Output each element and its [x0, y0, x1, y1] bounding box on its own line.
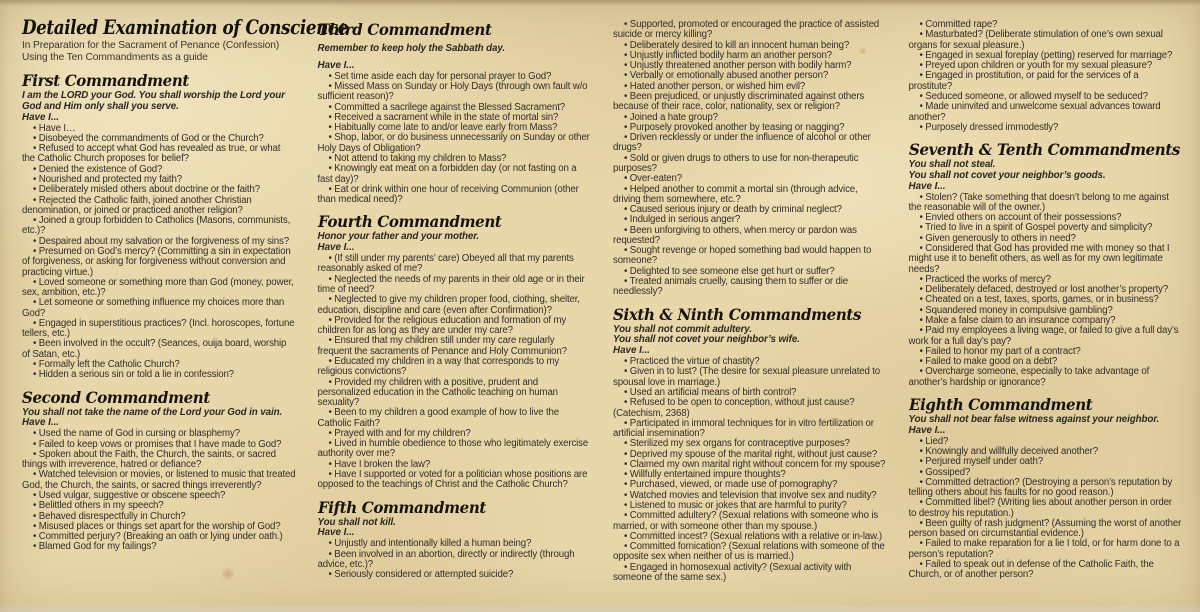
examination-item: • Committed libel? (Writing lies about another person in order to destroy his reputation.)	[908, 497, 1172, 519]
bullet-icon: •	[624, 479, 628, 491]
bullet-icon: •	[624, 265, 628, 277]
bullet-icon: •	[328, 376, 332, 388]
examination-item: • Joined a group forbidden to Catholics (Masons, communists, etc.)?	[22, 215, 291, 237]
examination-item: • Tried to live in a spirit of Gospel poverty and simplicity?	[919, 222, 1153, 234]
examination-item: • Supported, promoted or encouraged the practice of assisted suicide or mercy killing?	[613, 19, 880, 41]
bullet-icon: •	[33, 438, 37, 450]
bullet-icon: •	[624, 245, 628, 257]
examination-item: • Overcharge someone, especially to take advantage of another’s hardship or ignorance?	[908, 366, 1150, 388]
examination-item: • Unjustly inflicted bodily harm an another person?	[624, 49, 832, 61]
examination-item: • Formally left the Catholic Church?	[33, 359, 180, 371]
bullet-icon: •	[919, 366, 923, 378]
bullet-icon: •	[33, 143, 37, 155]
bullet-icon: •	[624, 438, 628, 450]
bullet-icon: •	[328, 335, 332, 347]
have-i-label: Have I...	[317, 59, 355, 71]
bullet-icon: •	[33, 194, 37, 206]
examination-item: • Used vulgar, suggestive or obscene speech?	[33, 490, 226, 502]
examination-item: • Disobeyed the commandments of God or the Church?	[33, 132, 264, 144]
bullet-icon: •	[919, 538, 923, 550]
bullet-icon: •	[624, 356, 628, 368]
bullet-icon: •	[919, 284, 923, 296]
bullet-icon: •	[919, 466, 923, 478]
bullet-icon: •	[919, 325, 923, 337]
bullet-icon: •	[624, 530, 628, 542]
bullet-icon: •	[33, 510, 37, 522]
bullet-icon: •	[624, 541, 628, 553]
examination-item: • Neglected the needs of my parents in their old age or in their time of need?	[317, 273, 585, 295]
examination-item: • Watched movies and television that involve sex and nudity?	[624, 489, 877, 501]
bullet-icon: •	[919, 19, 923, 30]
bullet-icon: •	[919, 49, 923, 61]
examination-item: • Verbally or emotionally abused another person?	[624, 70, 829, 82]
examination-item: • Refused to accept what God has revealed as true, or what the Catholic Church proposes for belief?	[22, 143, 281, 165]
have-i-label: Have I...	[613, 345, 651, 357]
bullet-icon: •	[919, 445, 923, 457]
bullet-icon: •	[624, 132, 628, 144]
bullet-icon: •	[919, 29, 923, 41]
page-subtitle-line-1: In Preparation for the Sacrament of Penance (Confession)	[22, 40, 280, 51]
examination-item: • Sterilized my sex organs for contraceptive purposes?	[624, 438, 850, 450]
bullet-icon: •	[33, 490, 37, 502]
bullet-icon: •	[919, 456, 923, 468]
examination-item: • Despaired about my salvation or the forgiveness of my sins?	[33, 235, 289, 247]
examination-item: • Willfully entertained impure thoughts?	[624, 469, 786, 481]
bullet-icon: •	[33, 297, 37, 309]
examination-item: • Belittled others in my speech?	[33, 500, 164, 512]
examination-item: • Spoken about the Faith, the Church, the saints, or sacred things with irreverence, hatred or defiance?	[22, 448, 276, 471]
examination-item: • Delighted to see someone else get hurt or suffer?	[624, 265, 835, 277]
examination-item: • Watched television or movies, or listened to music that treated God, the Church, the saints, or sacred things irreverently?	[22, 469, 296, 491]
examination-item: • Lived in humble obedience to those who legitimately exercise authority over me?	[317, 438, 589, 460]
examination-item: • Considered that God has provided me with money so that I might use it to benefit others, as well as for my own legitimate needs?	[908, 243, 1170, 275]
examination-item: • Over-eaten?	[624, 173, 682, 185]
section-heading: Fifth Commandment	[317, 497, 486, 517]
examination-item: • Failed to make good on a debt?	[919, 356, 1058, 368]
examination-item: • Committed a sacrilege against the Blessed Sacrament?	[328, 101, 566, 113]
bullet-icon: •	[624, 561, 628, 573]
section-heading: Fourth Commandment	[317, 212, 501, 232]
examination-item: • Nourished and protected my faith?	[33, 173, 182, 185]
examination-item: • Given in to lust? (The desire for sexual pleasure unrelated to spousal love in marriage.)	[613, 366, 881, 388]
have-i-label: Have I...	[317, 527, 355, 539]
examination-item: • Committed perjury? (Breaking an oath or lying under oath.)	[33, 531, 283, 543]
examination-item: • Provided for the religious education and formation of my children for as long as they are under my care?	[317, 314, 567, 337]
commandment-epigraph: You shall not take the name of the Lord your God in vain.	[22, 406, 283, 418]
bullet-icon: •	[624, 173, 628, 185]
bullet-icon: •	[328, 469, 332, 481]
section-seventh-tenth-commandments	[909, 140, 1183, 388]
bullet-icon: •	[328, 569, 332, 581]
examination-item: • Perjured myself under oath?	[919, 456, 1043, 468]
bullet-icon: •	[328, 152, 332, 164]
bullet-icon: •	[33, 245, 37, 257]
examination-item: • Failed to keep vows or promises that I have made to God?	[33, 438, 282, 450]
commandment-epigraph: Honor your father and your mother.	[317, 231, 480, 243]
examination-item: • Missed Mass on Sunday or Holy Days (through own fault w/o sufficient reason)?	[317, 81, 588, 103]
examination-item: • Have I supported or voted for a politician whose positions are opposed to the teachings of Christ and the Catholic Church?	[317, 469, 588, 491]
examination-item: • Unjustly and intentionally killed a human being?	[328, 538, 532, 550]
examination-item: • Have I…	[33, 122, 76, 134]
bullet-icon: •	[328, 253, 332, 265]
bullet-icon: •	[33, 428, 37, 440]
examination-item: • Failed to make reparation for a lie I told, or for harm done to a person’s reputation?	[908, 538, 1180, 560]
examination-item: • Failed to honor my part of a contract?	[919, 345, 1081, 357]
bullet-icon: •	[919, 101, 923, 113]
bullet-icon: •	[33, 173, 37, 185]
section-fifth-commandment	[318, 498, 592, 581]
examination-item: • Been unforgiving to others, when mercy or pardon was requested?	[613, 224, 857, 246]
examination-item: • Masturbated? (Deliberate stimulation of one’s own sexual organs for sexual pleasure.)	[908, 29, 1163, 51]
bullet-icon: •	[33, 184, 37, 196]
bullet-icon: •	[624, 121, 628, 133]
bullet-icon: •	[328, 132, 332, 144]
examination-item: • Sold or given drugs to others to use for non-therapeutic purposes?	[613, 152, 859, 174]
examination-item: • Preyed upon children or youth for my sexual pleasure?	[919, 60, 1153, 72]
bullet-icon: •	[919, 212, 923, 224]
examination-item: • Not attend to taking my children to Mass?	[328, 152, 507, 164]
section-heading: First Commandment	[22, 71, 189, 91]
examination-item: • Refused to be open to conception, without just cause? (Catechism, 2368)	[613, 397, 855, 419]
bullet-icon: •	[33, 469, 37, 481]
examination-item: • Misused places or things set apart for the worship of God?	[33, 520, 281, 532]
bullet-icon: •	[919, 70, 923, 82]
examination-item: • Committed rape?	[919, 19, 998, 30]
section-heading: Eighth Commandment	[908, 394, 1092, 414]
examination-item: • Denied the existence of God?	[33, 163, 163, 175]
column-3	[613, 13, 887, 612]
bullet-icon: •	[33, 276, 37, 288]
examination-item: • Shop, labor, or do business unnecessarily on Sunday or other Holy Days of Obligation?	[317, 132, 590, 154]
bullet-icon: •	[328, 122, 332, 134]
examination-item: • Set time aside each day for personal prayer to God?	[328, 70, 552, 82]
bullet-icon: •	[328, 427, 332, 439]
bullet-icon: •	[328, 548, 332, 560]
bullet-icon: •	[33, 163, 37, 175]
examination-item: • Used the name of God in cursing or blasphemy?	[33, 428, 240, 440]
bullet-icon: •	[919, 517, 923, 529]
examination-item: • Make a false claim to an insurance company?	[919, 314, 1116, 326]
bullet-icon: •	[919, 60, 923, 72]
bullet-icon: •	[328, 70, 332, 82]
column-4	[909, 13, 1183, 612]
examination-item: • Seriously considered or attempted suicide?	[328, 569, 514, 581]
bullet-icon: •	[624, 510, 628, 522]
bullet-icon: •	[624, 183, 628, 195]
examination-item: • Practiced the virtue of chastity?	[624, 356, 760, 368]
bullet-icon: •	[33, 215, 37, 227]
section-sixth-ninth-commandments-continued	[909, 20, 1183, 133]
bullet-icon: •	[624, 500, 628, 512]
examination-item: • Been prejudiced, or unjustly discriminated against others because of their race, color, nationality, sex or religion?	[613, 90, 865, 113]
examination-item: • Stolen? (Take something that doesn’t belong to me against the reasonable will of the owner.)	[908, 191, 1169, 213]
bullet-icon: •	[328, 183, 332, 195]
examination-item: • Have I broken the law?	[328, 458, 431, 470]
bullet-icon: •	[33, 132, 37, 144]
commandment-epigraph: You shall not commit adultery.	[613, 323, 752, 335]
section-fourth-commandment	[318, 212, 592, 490]
examination-item: • Purchased, viewed, or made use of pornography?	[624, 479, 838, 491]
bullet-icon: •	[328, 355, 332, 367]
bullet-icon: •	[33, 541, 37, 553]
have-i-label: Have I...	[22, 111, 60, 123]
examination-item: • Squandered money in compulsive gambling?	[919, 304, 1113, 316]
examination-item: • Ensured that my children still under my care regularly frequent the sacraments of Penance and Holy Communion?	[317, 335, 567, 357]
examination-item: • Been guilty of rash judgment? (Assuming the worst of another person based on circumstantial evidence.)	[908, 517, 1182, 540]
commandment-epigraph: Remember to keep holy the Sabbath day.	[317, 43, 505, 54]
bullet-icon: •	[919, 222, 923, 234]
examination-item: • Participated in immoral techniques for in vitro fertilization or artificial insemination?	[613, 417, 874, 440]
section-sixth-ninth-commandments	[613, 305, 887, 584]
bullet-icon: •	[624, 214, 628, 226]
column-1	[22, 13, 349, 612]
bullet-icon: •	[919, 435, 923, 447]
bullet-icon: •	[328, 101, 332, 113]
examination-item: • Blamed God for my failings?	[33, 541, 157, 553]
examination-item: • Committed fornication? (Sexual relations with someone of the opposite sex when neither of us is married.)	[613, 541, 885, 563]
document-header	[22, 15, 349, 64]
bullet-icon: •	[919, 497, 923, 509]
section-third-commandment	[318, 20, 592, 205]
bullet-icon: •	[919, 304, 923, 316]
bullet-icon: •	[919, 90, 923, 102]
bullet-icon: •	[624, 111, 628, 123]
have-i-label: Have I...	[908, 424, 946, 436]
examination-item: • Sought revenge or hoped something bad would happen to someone?	[613, 245, 872, 267]
examination-item: • Gossiped?	[919, 466, 971, 478]
bullet-icon: •	[33, 520, 37, 532]
bullet-icon: •	[624, 469, 628, 481]
examination-item: • Driven recklessly or under the influence of alcohol or other drugs?	[613, 132, 871, 154]
examination-item: • Deliberately misled others about doctrine or the faith?	[33, 184, 260, 196]
bullet-icon: •	[33, 500, 37, 512]
bullet-icon: •	[624, 448, 628, 460]
examination-item: • Committed adultery? (Sexual relations with someone who is married, or with someone other than my spouse.)	[613, 510, 879, 532]
examination-item: • Envied others on account of their possessions?	[919, 212, 1122, 224]
bullet-icon: •	[624, 417, 628, 429]
examination-item: • Hidden a serious sin or told a lie in confession?	[33, 369, 234, 381]
bullet-icon: •	[919, 232, 923, 244]
bullet-icon: •	[919, 121, 923, 133]
bullet-icon: •	[624, 39, 628, 51]
bullet-icon: •	[33, 338, 37, 350]
column-2	[318, 13, 592, 612]
examination-item: • Practiced the works of mercy?	[919, 273, 1051, 285]
bullet-icon: •	[919, 273, 923, 285]
bullet-icon: •	[328, 458, 332, 470]
examination-item: • Behaved disrespectfully in Church?	[33, 510, 186, 522]
examination-item: • Unjustly threatened another person with bodily harm?	[624, 60, 852, 72]
bullet-icon: •	[624, 276, 628, 288]
examination-item: • Failed to speak out in defense of the Catholic Faith, the Church, or of another person?	[908, 559, 1154, 581]
bullet-icon: •	[919, 314, 923, 326]
examination-item: • Presumed on God’s mercy? (Committing a sin in expectation of forgiveness, or asking for forgiveness without conversion and practicing virtue.)	[22, 245, 291, 278]
have-i-label: Have I...	[22, 417, 60, 429]
bullet-icon: •	[33, 369, 37, 381]
page-title: Detailed Examination of Conscience	[22, 15, 349, 39]
examination-item: • Let someone or something influence my choices more than God?	[22, 297, 285, 319]
section-eighth-commandment	[909, 395, 1183, 581]
bullet-icon: •	[33, 235, 37, 247]
bullet-icon: •	[624, 60, 628, 72]
section-heading: Third Commandment	[317, 20, 492, 39]
examination-item: • Claimed my own marital right without concern for my spouse?	[624, 458, 886, 470]
examination-item: • Educated my children in a way that corresponds to my religious convictions?	[317, 355, 560, 378]
examination-item: • Knowingly and willfully deceived another?	[919, 445, 1098, 457]
examination-item: • Used an artificial means of birth control?	[624, 386, 797, 398]
examination-item: • Been to my children a good example of how to live the Catholic Faith?	[317, 407, 559, 429]
bullet-icon: •	[33, 317, 37, 329]
examination-item: • Prayed with and for my children?	[328, 427, 471, 439]
examination-item: • Caused serious injury or death by criminal neglect?	[624, 204, 842, 216]
examination-item: • Engaged in prostitution, or paid for the services of a prostitute?	[908, 70, 1139, 92]
examination-item: • Eat or drink within one hour of receiving Communion (other than medical need)?	[317, 183, 579, 206]
bullet-icon: •	[919, 345, 923, 357]
bullet-icon: •	[328, 407, 332, 419]
bullet-icon: •	[328, 438, 332, 450]
bullet-icon: •	[624, 70, 628, 82]
have-i-label: Have I...	[317, 242, 355, 254]
bullet-icon: •	[919, 294, 923, 306]
examination-item: • Committed incest? (Sexual relations with a relative or in-law.)	[624, 530, 883, 542]
examination-item: • Deliberately desired to kill an innocent human being?	[624, 39, 850, 51]
examination-item: • Provided my children with a positive, prudent and personalized education in the Catholic teaching on human sexuality?	[317, 376, 558, 409]
examination-item: • Engaged in superstitious practices? (Incl. horoscopes, fortune tellers, etc.)	[22, 317, 295, 340]
examination-item: • Been involved in the occult? (Seances, ouija board, worship of Satan, etc.)	[22, 338, 287, 360]
section-fifth-commandment-continued	[613, 20, 887, 298]
bullet-icon: •	[328, 163, 332, 175]
bullet-icon: •	[33, 531, 37, 543]
bullet-icon: •	[328, 81, 332, 93]
bullet-icon: •	[624, 49, 628, 61]
examination-item: • Paid my employees a living wage, or failed to give a full day’s work for a full day’s pay?	[908, 325, 1179, 347]
commandment-epigraph: You shall not covet your neighbor’s goods.	[908, 169, 1106, 181]
examination-item: • Joined a hate group?	[624, 111, 718, 123]
examination-item: • (If still under my parents’ care) Obeyed all that my parents reasonably asked of me?	[317, 253, 574, 275]
examination-item: • Been involved in an abortion, directly or indirectly (through advice, etc.)?	[317, 548, 575, 570]
bullet-icon: •	[919, 356, 923, 368]
examination-item: • Deprived my spouse of the marital right, without just cause?	[624, 448, 878, 460]
bullet-icon: •	[328, 294, 332, 306]
examination-item: • Deliberately defaced, destroyed or lost another’s property?	[919, 284, 1169, 296]
bullet-icon: •	[328, 538, 332, 550]
commandment-epigraph: You shall not steal.	[908, 159, 996, 171]
examination-item: • Treated animals cruelly, causing them to suffer or die needlessly?	[613, 276, 849, 298]
bullet-icon: •	[328, 273, 332, 285]
bullet-icon: •	[624, 397, 628, 409]
page-subtitle-line-2: Using the Ten Commandments as a guide	[22, 52, 208, 64]
examination-item: • Helped another to commit a mortal sin (through advice, driving them somewhere, etc.?	[613, 183, 858, 205]
bullet-icon: •	[624, 80, 628, 92]
examination-item: • Committed detraction? (Destroying a person’s reputation by telling others about his faults for no good reason.)	[908, 476, 1173, 499]
section-heading: Second Commandment	[22, 387, 210, 407]
bullet-icon: •	[624, 19, 628, 30]
bullet-icon: •	[919, 243, 923, 254]
bullet-icon: •	[624, 386, 628, 398]
bullet-icon: •	[919, 191, 923, 203]
examination-item: • Neglected to give my children proper food, clothing, shelter, education, discipline and care (even after Confirmation)?	[317, 294, 580, 316]
commandment-epigraph: You shall not bear false witness against your neighbor.	[908, 413, 1160, 425]
examination-item: • Purposely provoked another by teasing or nagging?	[624, 121, 845, 133]
examination-item: • Received a sacrament while in the state of mortal sin?	[328, 111, 559, 123]
examination-item: • Cheated on a test, taxes, sports, games, or in business?	[919, 294, 1159, 306]
have-i-label: Have I...	[908, 180, 946, 192]
section-first-commandment	[22, 71, 296, 381]
bullet-icon: •	[328, 111, 332, 123]
examination-item: • Lied?	[919, 435, 949, 447]
bullet-icon: •	[33, 122, 37, 134]
examination-item: • Made uninvited and unwelcome sexual advances toward another?	[908, 101, 1161, 123]
examination-item: • Purposely dressed immodestly?	[919, 121, 1059, 133]
examination-item: • Hated another person, or wished him evil?	[624, 80, 806, 92]
examination-item: • Given generously to others in need?	[919, 232, 1076, 244]
examination-item: • Engaged in homosexual activity? (Sexual activity with someone of the same sex.)	[613, 561, 852, 583]
examination-item: • Habitually come late to and/or leave early from Mass?	[328, 122, 558, 134]
section-second-commandment	[22, 388, 296, 553]
examination-item: • Indulged in serious anger?	[624, 214, 741, 226]
bullet-icon: •	[624, 204, 628, 216]
commandment-epigraph: You shall not covet your neighbor’s wife.	[613, 334, 800, 346]
bullet-icon: •	[919, 559, 923, 571]
bullet-icon: •	[624, 90, 628, 102]
section-heading: Sixth & Ninth Commandments	[613, 304, 862, 324]
bullet-icon: •	[624, 458, 628, 470]
commandment-epigraph: You shall not kill.	[317, 516, 396, 528]
bullet-icon: •	[919, 476, 923, 488]
examination-item: • Seduced someone, or allowed myself to be seduced?	[919, 90, 1148, 102]
bullet-icon: •	[33, 359, 37, 371]
section-heading: Seventh & Tenth Commandments	[908, 140, 1180, 160]
examination-item: • Engaged in sexual foreplay (petting) reserved for marriage?	[919, 49, 1173, 61]
bullet-icon: •	[33, 448, 37, 460]
bullet-icon: •	[624, 366, 628, 378]
bullet-icon: •	[624, 489, 628, 501]
examination-item: • Listened to music or jokes that are harmful to purity?	[624, 500, 847, 512]
examination-item: • Loved someone or something more than God (money, power, sex, ambition, etc.)?	[22, 276, 294, 299]
bullet-icon: •	[328, 314, 332, 326]
bullet-icon: •	[624, 152, 628, 164]
examination-item: • Knowingly eat meat on a forbidden day (or not fasting on a fast day)?	[317, 163, 577, 185]
bullet-icon: •	[624, 224, 628, 236]
examination-item: • Rejected the Catholic faith, joined another Christian denomination, or joined or practiced another religion?	[22, 194, 252, 216]
commandment-epigraph: I am the LORD your God. You shall worship the Lord your God and Him only shall you serve.	[22, 90, 285, 112]
